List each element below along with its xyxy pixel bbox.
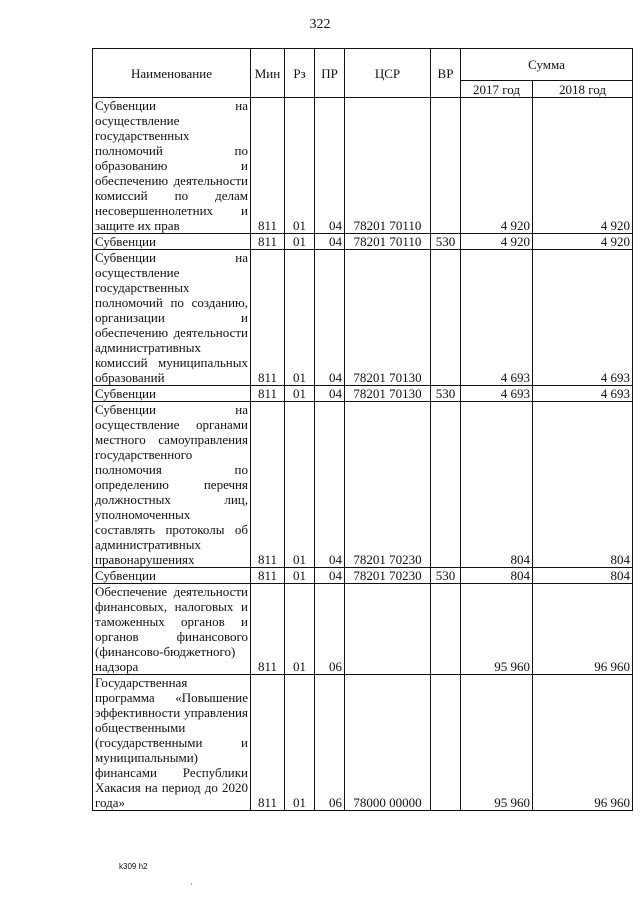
row-vr: [431, 250, 461, 386]
table-row: [93, 568, 633, 584]
table-row: [93, 402, 633, 568]
row-vr: 530: [431, 234, 461, 250]
row-rz: 01: [285, 234, 315, 250]
row-min: 811: [251, 584, 285, 675]
row-2017: 4 693: [461, 250, 533, 386]
header-pr: ПР: [315, 49, 345, 98]
row-csr: 78000 00000: [345, 675, 431, 811]
row-2018: 96 960: [533, 584, 633, 675]
row-vr: [431, 675, 461, 811]
row-min: 811: [251, 675, 285, 811]
row-name: Субвенции на осуществление органами местного самоуправления государственного полномочия по определению перечня должностных лиц, уполномоченных составлять протоколы об административных правонарушениях: [93, 402, 251, 568]
row-2017: 4 920: [461, 98, 533, 234]
row-min: 811: [251, 98, 285, 234]
header-vr: ВР: [431, 49, 461, 98]
page-number: 322: [309, 17, 331, 32]
row-2017: 95 960: [461, 675, 533, 811]
row-vr: 530: [431, 568, 461, 584]
row-rz: 01: [285, 402, 315, 568]
row-2018: 4 693: [533, 386, 633, 402]
row-min: 811: [251, 402, 285, 568]
footer-code: k309 h2: [119, 862, 148, 871]
row-pr: 04: [315, 234, 345, 250]
table-row: [93, 98, 633, 234]
row-vr: [431, 402, 461, 568]
row-pr: 04: [315, 386, 345, 402]
row-pr: 04: [315, 98, 345, 234]
row-name: Субвенции на осуществление государственных полномочий по созданию, организации и обеспечению деятельности административных комиссий муниципальных образований: [93, 250, 251, 386]
row-name: Субвенции: [93, 386, 251, 402]
row-vr: [431, 98, 461, 234]
row-min: 811: [251, 234, 285, 250]
row-pr: 06: [315, 675, 345, 811]
row-min: 811: [251, 568, 285, 584]
row-csr: 78201 70130: [345, 386, 431, 402]
row-2018: 4 920: [533, 234, 633, 250]
row-name: Субвенции: [93, 568, 251, 584]
header-2018: 2018 год: [533, 81, 633, 98]
header-rz: Рз: [285, 49, 315, 98]
row-pr: 04: [315, 402, 345, 568]
row-rz: 01: [285, 250, 315, 386]
header-sum: Сумма: [461, 49, 633, 81]
table-row: [93, 250, 633, 386]
table-row: [93, 675, 633, 811]
row-min: 811: [251, 386, 285, 402]
header-name: Наименование: [93, 49, 251, 98]
row-2018: 804: [533, 568, 633, 584]
row-rz: 01: [285, 675, 315, 811]
row-2017: 804: [461, 568, 533, 584]
row-2018: 804: [533, 402, 633, 568]
row-csr: 78201 70230: [345, 402, 431, 568]
row-csr: 78201 70230: [345, 568, 431, 584]
scan-dot: ·: [190, 880, 193, 889]
row-csr: 78201 70110: [345, 234, 431, 250]
row-2017: 804: [461, 402, 533, 568]
row-csr: 78201 70110: [345, 98, 431, 234]
table-row: [93, 386, 633, 402]
header-min: Мин: [251, 49, 285, 98]
row-name: Государственная программа «Повышение эффективности управления общественными (государственными и муниципальными) финансами Республики Хакасия на период до 2020 года»: [93, 675, 251, 811]
budget-table: [92, 48, 633, 811]
row-rz: 01: [285, 386, 315, 402]
row-rz: 01: [285, 98, 315, 234]
header-2017: 2017 год: [461, 81, 533, 98]
row-csr: [345, 584, 431, 675]
row-csr: 78201 70130: [345, 250, 431, 386]
row-pr: 04: [315, 250, 345, 386]
row-rz: 01: [285, 584, 315, 675]
row-name: Субвенции на осуществление государственных полномочий по образованию и обеспечению деятельности комиссий по делам несовершеннолетних и защите их прав: [93, 98, 251, 234]
row-name: Обеспечение деятельности финансовых, налоговых и таможенных органов и органов финансового (финансово-бюджетного) надзора: [93, 584, 251, 675]
row-min: 811: [251, 250, 285, 386]
row-vr: 530: [431, 386, 461, 402]
row-2017: 95 960: [461, 584, 533, 675]
header-csr: ЦСР: [345, 49, 431, 98]
row-2018: 4 920: [533, 98, 633, 234]
row-2017: 4 693: [461, 386, 533, 402]
row-2018: 4 693: [533, 250, 633, 386]
row-pr: 04: [315, 568, 345, 584]
row-rz: 01: [285, 568, 315, 584]
row-pr: 06: [315, 584, 345, 675]
row-2018: 96 960: [533, 675, 633, 811]
row-vr: [431, 584, 461, 675]
table-row: [93, 234, 633, 250]
row-2017: 4 920: [461, 234, 533, 250]
row-name: Субвенции: [93, 234, 251, 250]
table-row: [93, 584, 633, 675]
